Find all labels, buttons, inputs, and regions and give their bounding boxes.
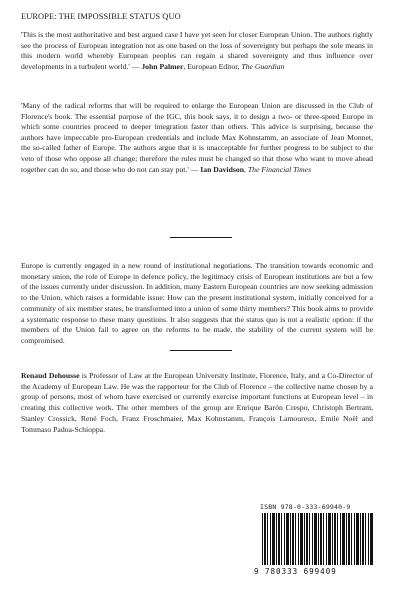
isbn-barcode-area — [254, 503, 374, 583]
cover-title: EUROPE: THE IMPOSSIBLE STATUS QUO — [21, 12, 181, 21]
author-bio — [21, 371, 373, 435]
review-quote-2 — [21, 101, 373, 175]
review-quote-1 — [21, 30, 373, 72]
isbn-label: ISBN 978-0-333-69940-9 — [260, 503, 351, 511]
quote-2-text: 'Many of the radical reforms that will be required to enlarge the European Union are discussed in the Club of Florence's book. The essential purpose of the IGC, this book says, it to design a two- or three-speed Europe in which some countries proceed to deeper integration faster than others. This advice is surprising, because the authors have impeccable pro-European credentials and include Max Kohnstamm, an associate of Jean Monnet, the so-called father of Europe. The authors argue that it is unacceptable for further progress to be subject to the veto of those who oppose all change; therefore the rules must be changed so that those who want to move ahead together can do so, and those who do not can stay put.' — — [21, 101, 373, 174]
quote-2-source: The Financial Times — [247, 164, 312, 174]
quote-2-affiliation: , — [244, 164, 248, 174]
author-bio-text: is Professor of Law at the European University Institute, Florence, Italy, and a Co-Director of the Academy of European Law. He was the rapporteur for the Club of Florence – the collective name chosen by a group of persons, most of whom have exercised or currently exercise important functions at European level – in creating this collective work. The other members of the group are Enrique Barón Crespo, Christoph Bertram, Stanley Crossick, René Foch, Franz Froschmaier, Max Kohnstamm, François Lamoureux, Emile Noël and Tommaso Padoa-Schioppa. — [21, 371, 373, 434]
quote-1-source: The Guardian — [241, 61, 285, 71]
quote-1-text: 'This is the most authoritative and best argued case I have yet seen for closer European Union. The authors rightly see the process of European integration not as one based on the loss of sovereignty but perhaps the sole means in this modern world whereby European peoples can regain a shared sovereignty and thus influence over developments in a turbulent world.' — — [21, 30, 373, 71]
barcode-icon — [262, 513, 374, 565]
divider-2 — [170, 350, 232, 351]
isbn-digits: 9 780333 699409 — [254, 567, 337, 576]
quote-2-author: Ian Davidson — [200, 164, 245, 174]
quote-1-author: John Palmer — [141, 61, 184, 71]
author-name: Renaud Dehousse — [21, 371, 80, 380]
divider-1 — [170, 237, 232, 238]
book-description: Europe is currently engaged in a new round of institutional negotiations. The transition towards economic and monetary union, the role of Europe in defence policy, the legitimacy crisis of European institutions are but a few of the issues currently under discussion. In addition, many Eastern European countries are now seeking admission to the Union, which raises a formidable issue: How can the present institutional system, initially conceived for a community of six member states, be transformed into a union of some thirty members? This book aims to provide a systematic response to these many questions. It also suggests that the status quo is not a realistic option: if the members of the Union fail to agree on the reforms to be made, the stability of the current system will be compromised. — [21, 261, 373, 345]
quote-1-affiliation: , European Editor, — [183, 61, 242, 71]
